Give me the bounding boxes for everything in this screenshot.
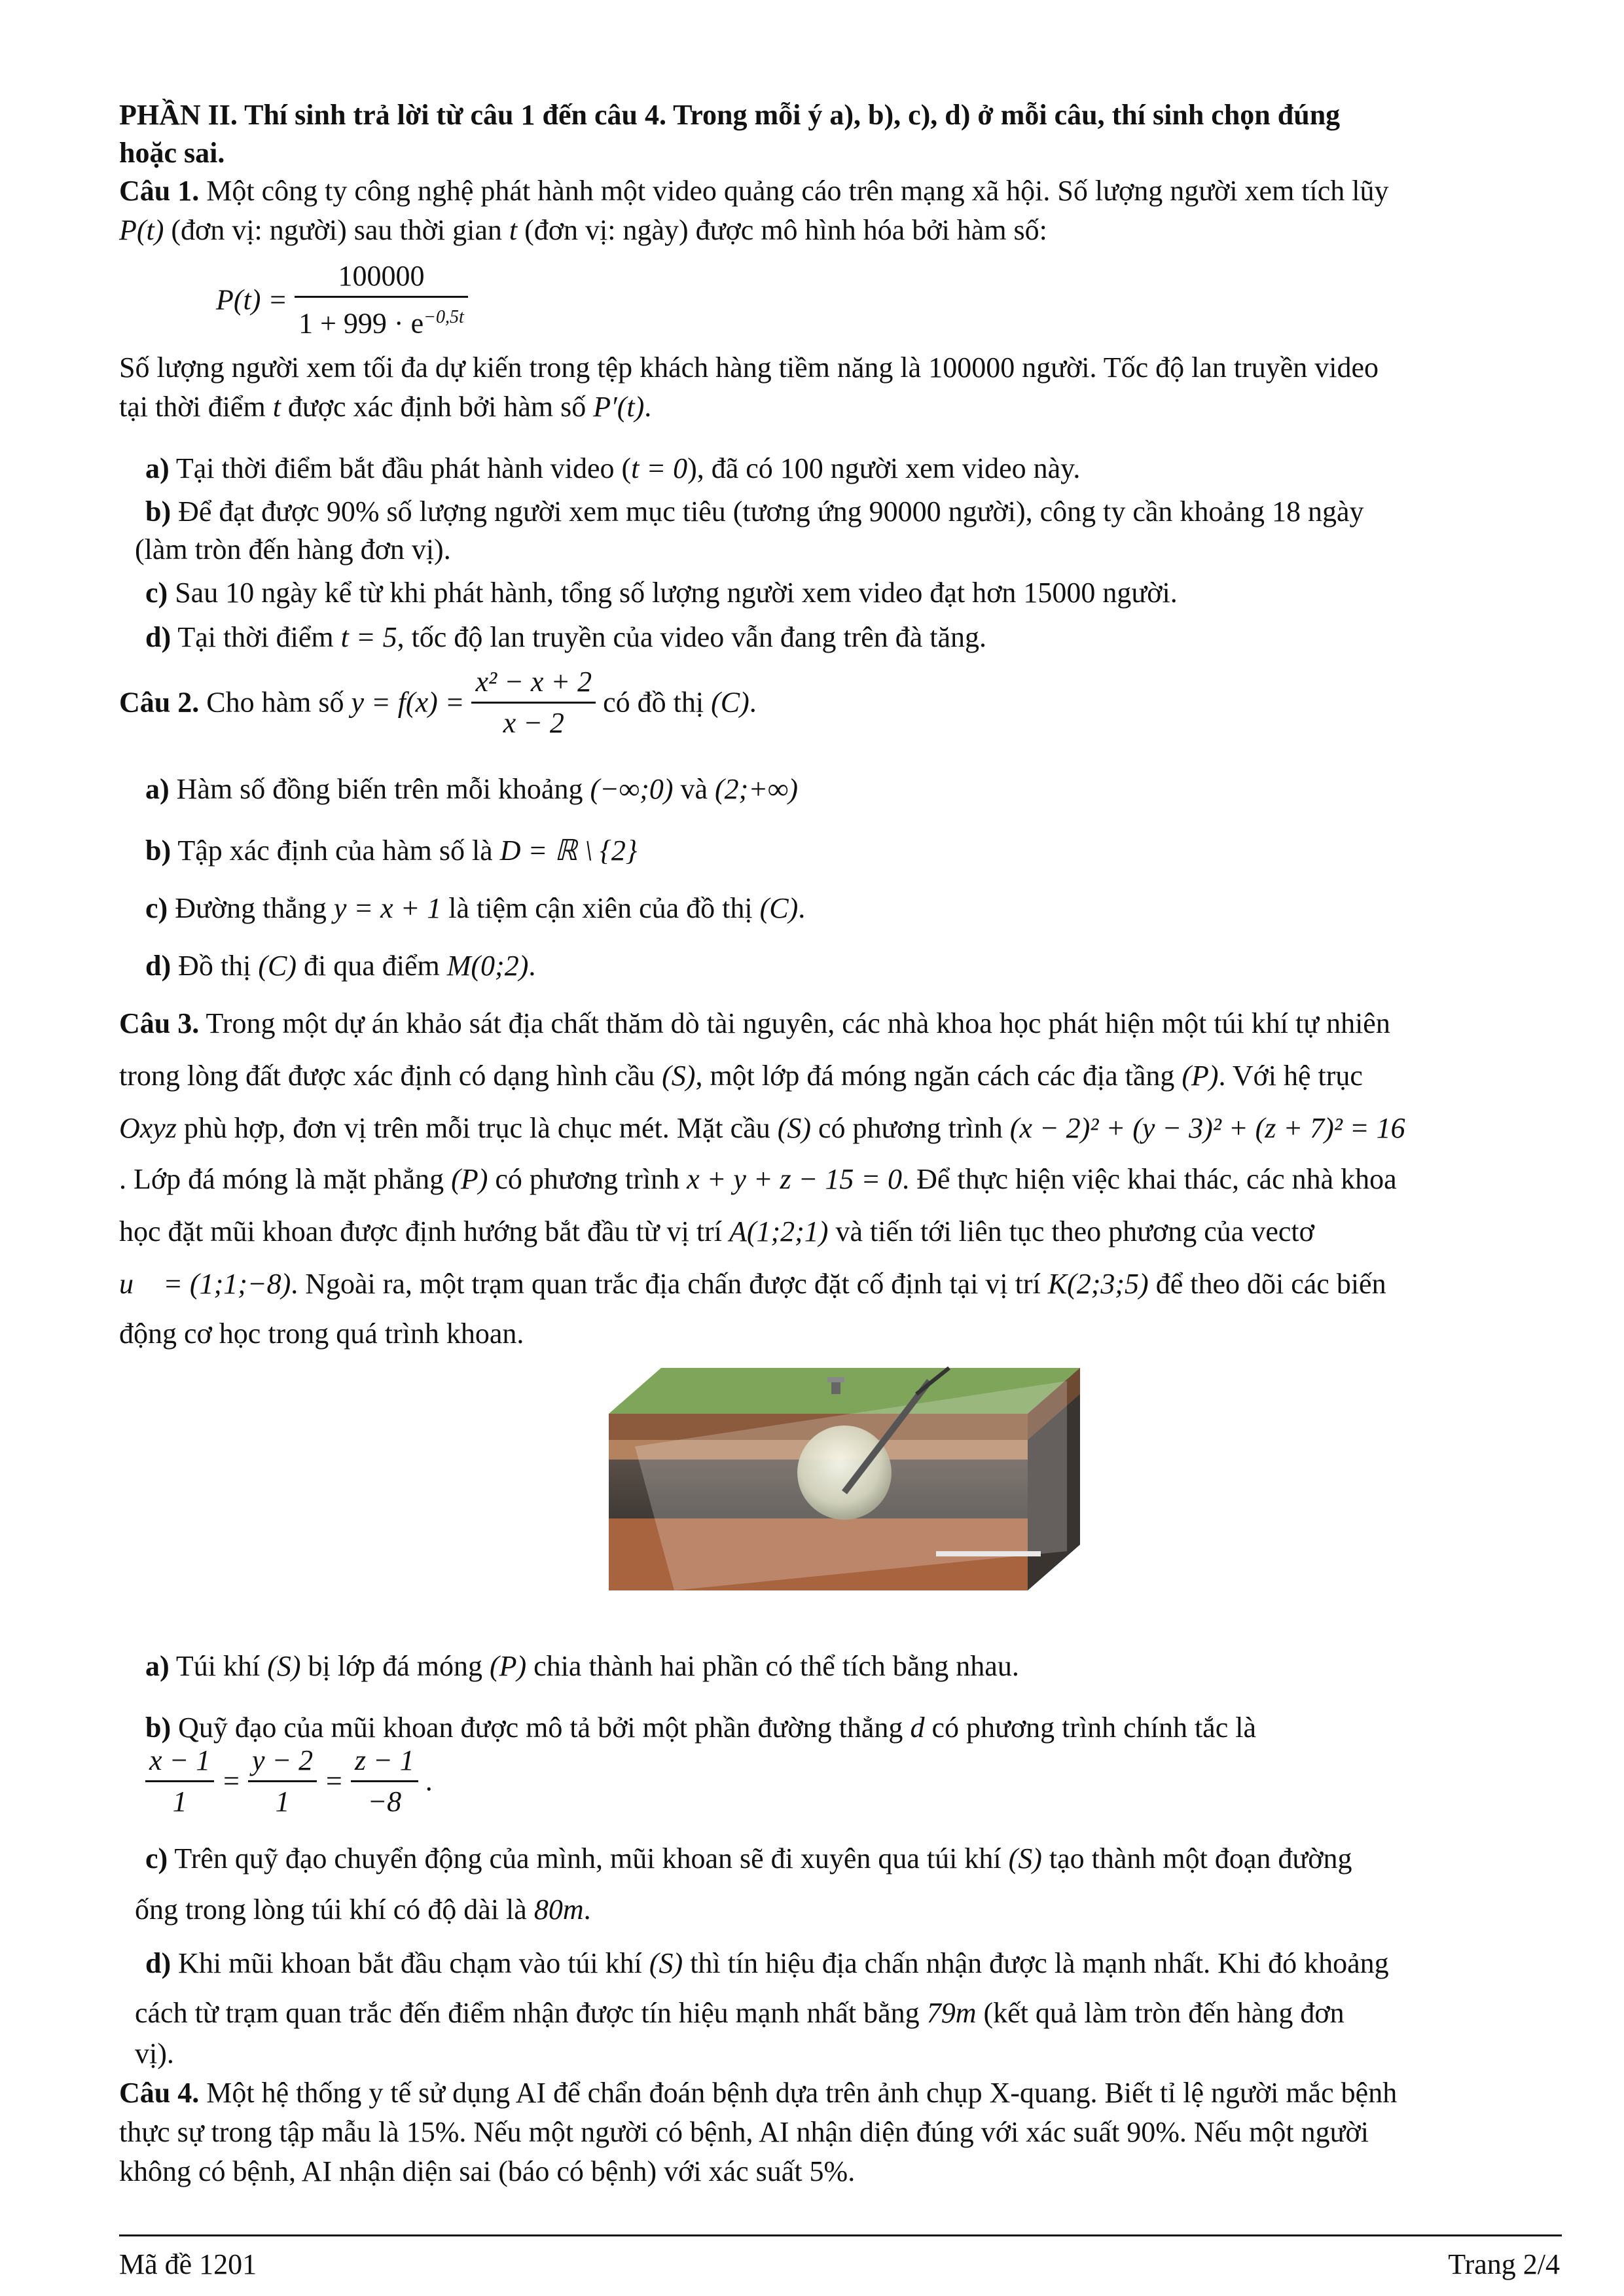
q2-option-b: b) Tập xác định của hàm số là D = ℝ \ {2} — [145, 834, 638, 867]
q3-line1: Câu 3. Trong một dự án khảo sát địa chất thăm dò tài nguyên, các nhà khoa học phát hiện một túi khí tự nhiên — [119, 1007, 1390, 1039]
q2-option-a: a) Hàm số đồng biến trên mỗi khoảng (−∞;0) và (2;+∞) — [145, 773, 799, 805]
exam-code: Mã đề 1201 — [119, 2248, 257, 2280]
q1-line4: tại thời điểm t được xác định bởi hàm số P′(t). — [119, 391, 652, 423]
part-heading: PHẦN II. Thí sinh trả lời từ câu 1 đến câu 4. Trong mỗi ý a), b), c), d) ở mỗi câu, thí sinh chọn đúng — [119, 99, 1341, 131]
q2-option-c: c) Đường thẳng y = x + 1 là tiệm cận xiên của đồ thị (C). — [145, 892, 806, 924]
q3-option-d: d) Khi mũi khoan bắt đầu chạm vào túi khí (S) thì tín hiệu địa chấn nhận được là mạnh nhất. Khi đó khoảng — [145, 1947, 1389, 1979]
q1-option-b: b) Để đạt được 90% số lượng người xem mục tiêu (tương ứng 90000 người), công ty cần khoảng 18 ngày — [145, 495, 1364, 528]
q1-option-d: d) Tại thời điểm t = 5, tốc độ lan truyền của video vẫn đang trên đà tăng. — [145, 621, 987, 653]
q3-option-d-cont2: vị). — [135, 2037, 174, 2070]
q1-line3: Số lượng người xem tối đa dự kiến trong tệp khách hàng tiềm năng là 100000 người. Tốc độ lan truyền video — [119, 351, 1379, 384]
q3-line4: . Lớp đá móng là mặt phẳng (P) có phương trình x + y + z − 15 = 0. Để thực hiện việc khai thác, các nhà khoa — [119, 1163, 1397, 1195]
q4-line2: thực sự trong tập mẫu là 15%. Nếu một người có bệnh, AI nhận diện đúng với xác suất 90%. Nếu một người — [119, 2116, 1369, 2148]
q3-line6: u⃗ = (1;1;−8). Ngoài ra, một trạm quan trắc địa chấn được đặt cố định tại vị trí K(2;3;5) để theo dõi các biến — [119, 1268, 1386, 1300]
q1-option-c: c) Sau 10 ngày kể từ khi phát hành, tổng số lượng người xem video đạt hơn 15000 người. — [145, 577, 1178, 609]
page-number: Trang 2/4 — [1448, 2248, 1560, 2280]
q4-line3: không có bệnh, AI nhận diện sai (báo có bệnh) với xác suất 5%. — [119, 2155, 856, 2187]
q1-line1: Câu 1. Một công ty công nghệ phát hành một video quảng cáo trên mạng xã hội. Số lượng người xem tích lũy — [119, 175, 1389, 207]
q1-line2: P(t) (đơn vị: người) sau thời gian t (đơn vị: ngày) được mô hình hóa bởi hàm số: — [119, 214, 1047, 246]
q1-formula: P(t) = $\frac{100000}{1 + 999 \cdot e^{-0,5t}}$ — [216, 257, 468, 344]
q4-line1: Câu 4. Một hệ thống y tế sử dụng AI để chẩn đoán bệnh dựa trên ảnh chụp X-quang. Biết tỉ lệ người mắc bệnh — [119, 2077, 1398, 2109]
q3-option-d-cont: cách từ trạm quan trắc đến điểm nhận được tín hiệu mạnh nhất bằng 79m (kết quả làm tròn đến hàng đơn — [135, 1997, 1344, 2029]
q3-line7: động cơ học trong quá trình khoan. — [119, 1318, 524, 1350]
q1-option-a: a) Tại thời điểm bắt đầu phát hành video (t = 0), đã có 100 người xem video này. — [145, 452, 1081, 484]
q3-option-b-equation: $\frac{x - 1}{1}$ = $\frac{y - 2}{1}$ = $\frac{z - 1}{-8}$ . — [145, 1741, 433, 1821]
q3-line5: học đặt mũi khoan được định hướng bắt đầu từ vị trí A(1;2;1) và tiến tới liên tục theo phương của vectơ — [119, 1215, 1314, 1247]
q3-option-a: a) Túi khí (S) bị lớp đá móng (P) chia thành hai phần có thể tích bằng nhau. — [145, 1650, 1019, 1682]
footer-divider — [119, 2234, 1562, 2236]
part-heading-cont: hoặc sai. — [119, 137, 225, 169]
q2-option-d: d) Đồ thị (C) đi qua điểm M(0;2). — [145, 950, 536, 982]
q3-option-b: b) Quỹ đạo của mũi khoan được mô tả bởi một phần đường thẳng d có phương trình chính tắc là — [145, 1712, 1256, 1744]
geology-illustration — [609, 1355, 1080, 1621]
q3-line3: Oxyz phù hợp, đơn vị trên mỗi trục là chục mét. Mặt cầu (S) có phương trình (x − 2)² + (y − 3)² + (z + 7)² = 16 — [119, 1112, 1405, 1144]
q3-line2: trong lòng đất được xác định có dạng hình cầu (S), một lớp đá móng ngăn cách các địa tầng (P). Với hệ trục — [119, 1060, 1363, 1092]
q3-option-c-cont: ống trong lòng túi khí có độ dài là 80m. — [135, 1893, 591, 1926]
q2-stem: Câu 2. Cho hàm số y = f(x) = $\frac{\text{x² − x + 2}}{x - 2}$ có đồ thị (C). — [119, 662, 757, 743]
q3-option-c: c) Trên quỹ đạo chuyển động của mình, mũi khoan sẽ đi xuyên qua túi khí (S) tạo thành một đoạn đường — [145, 1842, 1352, 1874]
q1-option-b-cont: (làm tròn đến hàng đơn vị). — [135, 533, 451, 565]
